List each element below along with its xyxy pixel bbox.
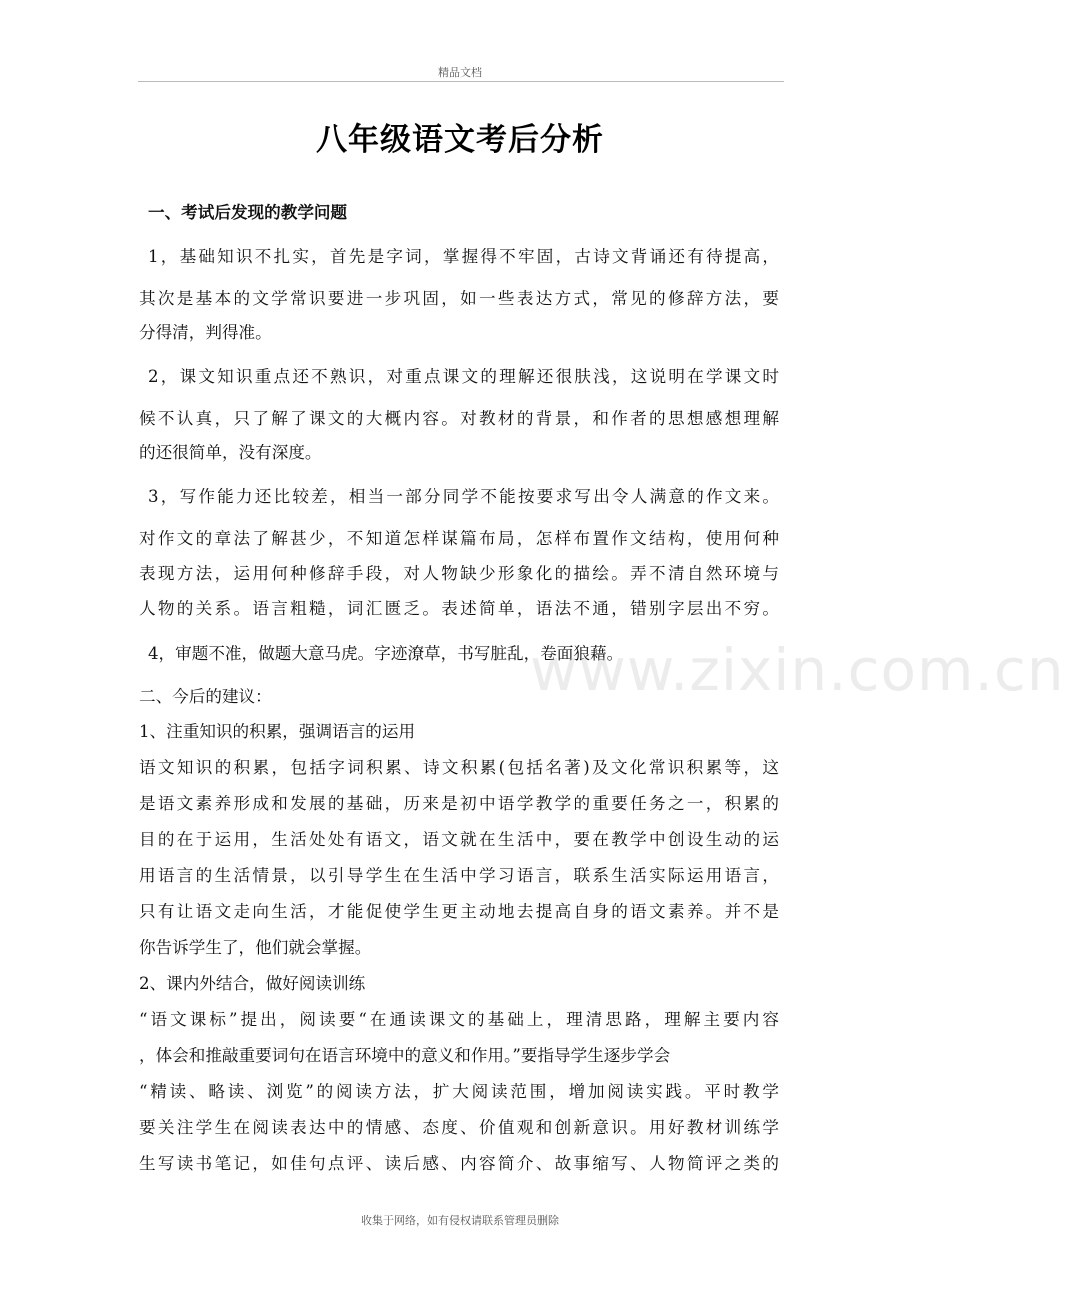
section-heading-1: 一、考试后发现的教学问题	[148, 203, 348, 222]
paragraph-line: 目的在于运用，生活处处有语文，语文就在生活中，要在教学中创设生动的运	[139, 830, 779, 849]
paragraph-line: 你告诉学生了，他们就会掌握。	[139, 938, 372, 957]
paragraph-line: ，体会和推敲重要词句在语言环境中的意义和作用。”要指导学生逐步学会	[139, 1046, 671, 1065]
paragraph-line: “语文课标”提出，阅读要“在通读课文的基础上，理清思路，理解主要内容	[139, 1010, 779, 1029]
paragraph-line: 分得清，判得准。	[139, 323, 272, 342]
header-divider	[138, 81, 784, 82]
paragraph-line: 4，审题不准，做题大意马虎。字迹潦草，书写脏乱，卷面狼藉。	[148, 644, 624, 663]
section-heading-2: 二、今后的建议：	[139, 687, 272, 706]
paragraph-line: 语文知识的积累，包括字词积累、诗文积累(包括名著)及文化常识积累等，这	[139, 758, 779, 777]
paragraph-line: 其次是基本的文学常识要进一步巩固，如一些表达方式，常见的修辞方法，要	[139, 289, 779, 308]
paragraph-line: 1，基础知识不扎实，首先是字词，掌握得不牢固，古诗文背诵还有待提高，	[148, 247, 779, 266]
document-title: 八年级语文考后分析	[316, 122, 604, 158]
subsection-heading: 2、课内外结合，做好阅读训练	[139, 974, 366, 993]
paragraph-line: 的还很简单，没有深度。	[139, 443, 322, 462]
paragraph-line: 2，课文知识重点还不熟识，对重点课文的理解还很肤浅，这说明在学课文时	[148, 367, 779, 386]
paragraph-line: 3，写作能力还比较差，相当一部分同学不能按要求写出令人满意的作文来。	[148, 487, 779, 506]
paragraph-line: 只有让语文走向生活，才能促使学生更主动地去提高自身的语文素养。并不是	[139, 902, 779, 921]
paragraph-line: 要关注学生在阅读表达中的情感、态度、价值观和创新意识。用好教材训练学	[139, 1118, 779, 1137]
paragraph-line: 用语言的生活情景，以引导学生在生活中学习语言，联系生活实际运用语言，	[139, 866, 779, 885]
page-header: 精品文档	[438, 66, 482, 79]
paragraph-line: 表现方法，运用何种修辞手段，对人物缺少形象化的描绘。弄不清自然环境与	[139, 564, 779, 583]
subsection-heading: 1、注重知识的积累，强调语言的运用	[139, 722, 416, 741]
paragraph-line: “精读、略读、浏览”的阅读方法，扩大阅读范围，增加阅读实践。平时教学	[139, 1082, 779, 1101]
paragraph-line: 对作文的章法了解甚少，不知道怎样谋篇布局，怎样布置作文结构，使用何种	[139, 529, 779, 548]
paragraph-line: 是语文素养形成和发展的基础，历来是初中语学教学的重要任务之一，积累的	[139, 794, 779, 813]
page-footer: 收集于网络，如有侵权请联系管理员删除	[361, 1214, 559, 1227]
watermark: www.zixin.com.cn	[530, 636, 1065, 704]
paragraph-line: 生写读书笔记，如佳句点评、读后感、内容简介、故事缩写、人物简评之类的	[139, 1154, 779, 1173]
paragraph-line: 人物的关系。语言粗糙，词汇匮乏。表述简单，语法不通，错别字层出不穷。	[139, 599, 779, 618]
paragraph-line: 候不认真，只了解了课文的大概内容。对教材的背景，和作者的思想感想理解	[139, 409, 779, 428]
